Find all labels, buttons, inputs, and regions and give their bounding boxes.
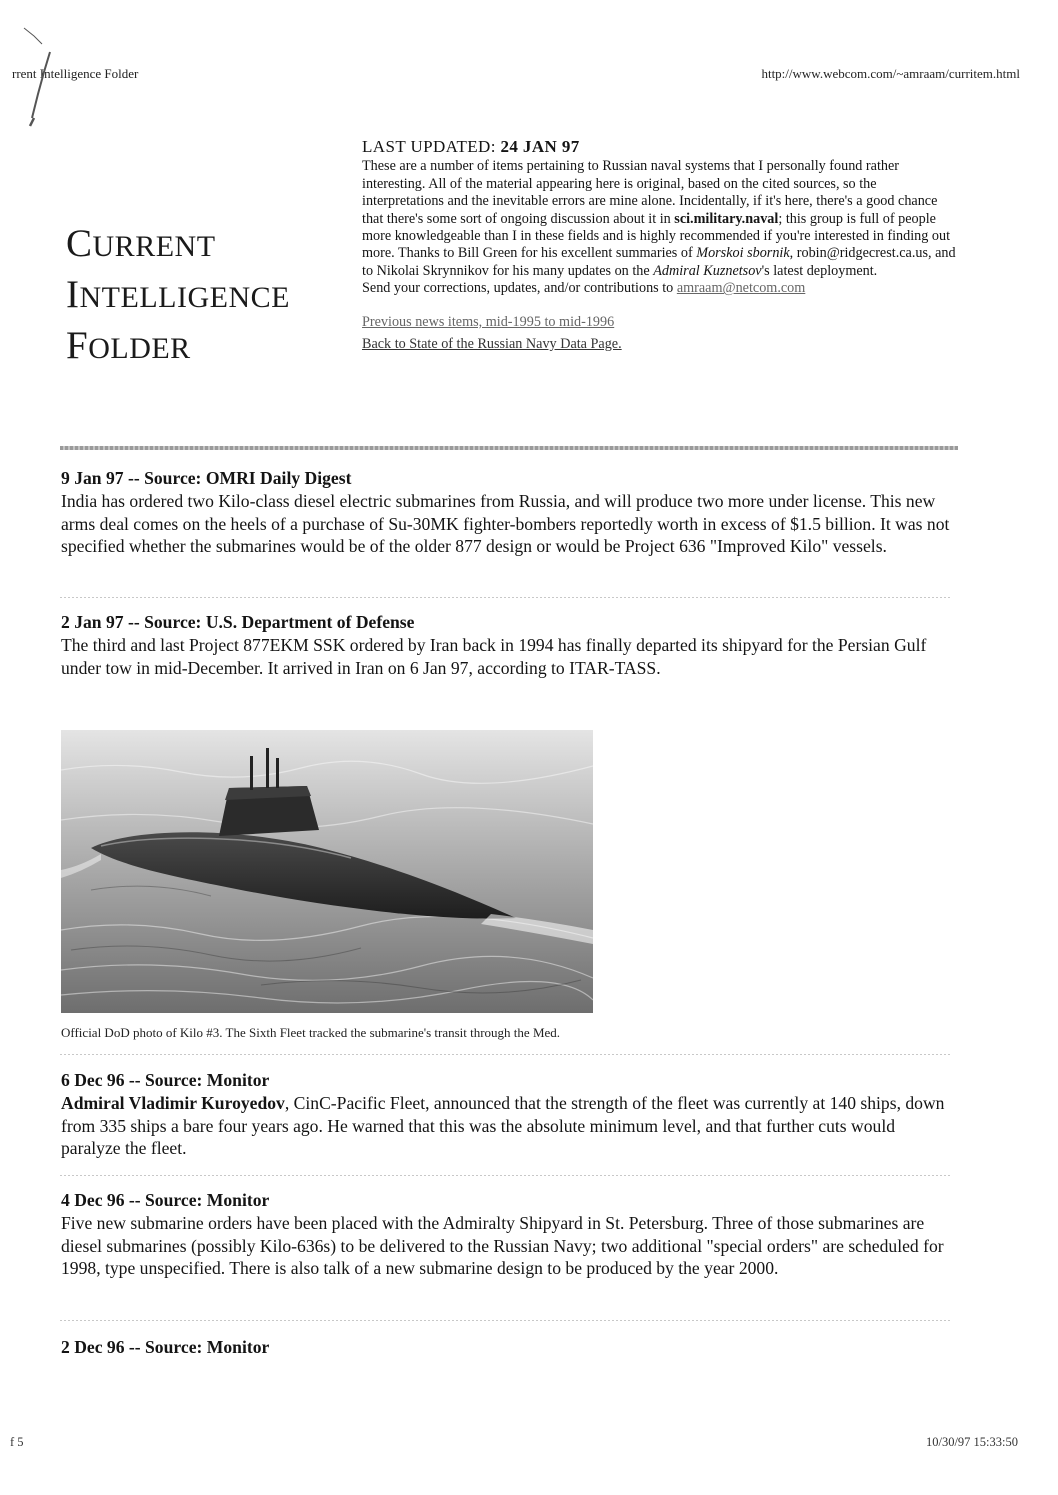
news-item [61,1189,951,1280]
news-heading: 2 Dec 96 -- Source: Monitor [61,1337,270,1357]
print-header-url: http://www.webcom.com/~amraam/curritem.html [761,66,1020,81]
title-line-1: CURRENT [66,222,216,265]
news-heading: 9 Jan 97 -- Source: OMRI Daily Digest [61,468,352,488]
page-title [66,220,346,373]
email-link[interactable]: amraam@netcom.com [676,280,806,297]
pen-mark-scribble [20,22,60,137]
previous-news-link[interactable]: Previous news items, mid-1995 to mid-1996 [362,313,615,330]
back-to-data-page-link[interactable]: Back to State of the Russian Navy Data Page. [362,335,622,352]
title-line-3: FOLDER [66,324,191,367]
news-item [61,1336,951,1359]
news-body: India has ordered two Kilo-class diesel electric submarines from Russia, and will produce two more under license. This new arms deal comes on the heels of a purchase of Su-30MK fighter-bombers reportedly worth in excess of $1.5 billion. It was not specified whether the submarines would be of the older 877 design or would be Project 636 "Improved Kilo" vessels. [61,491,950,557]
admiral-name: Admiral Vladimir Kuroyedov [61,1093,285,1114]
newsgroup-name: sci.military.naval [674,210,779,227]
news-body: Five new submarine orders have been placed with the Admiralty Shipyard in St. Petersburg. Three of those submarines are diesel submarines (possibly Kilo-636s) to be delivered to the Russian Navy; two additional "special orders" are scheduled for 1998, type unspecified. There is also talk of a new submarine design to be produced by the year 2000. [61,1213,944,1279]
news-heading: 2 Jan 97 -- Source: U.S. Department of Defense [61,612,415,632]
news-heading: 4 Dec 96 -- Source: Monitor [61,1190,270,1210]
divider [60,1320,950,1321]
news-heading: 6 Dec 96 -- Source: Monitor [61,1070,270,1090]
news-body: The third and last Project 877EKM SSK ordered by Iran back in 1994 has finally departed its shipyard for the Persian Gulf under tow in mid-December. It arrived in Iran on 6 Jan 97, according to ITAR-TASS. [61,635,927,678]
intro-section [362,138,962,355]
news-item [61,611,951,679]
heavy-divider [60,446,958,450]
print-timestamp: 10/30/97 15:33:50 [925,1435,1018,1449]
send-line: Send your corrections, updates, and/or contributions to amraam@netcom.com [362,280,806,297]
divider [60,1175,950,1176]
photo-caption: Official DoD photo of Kilo #3. The Sixth Fleet tracked the submarine's transit through the Med. [61,1025,561,1040]
title-line-2: INTELLIGENCE [66,273,290,316]
nav-links [362,311,962,355]
print-header-title: rrent Intelligence Folder [12,66,139,81]
divider [60,597,950,598]
news-body: Admiral Vladimir Kuroyedov, CinC-Pacific Fleet, announced that the strength of the fleet was currently at 140 ships, down from 335 ships a bare four years ago. He warned that this was the absolute minimum level, and that further cuts would paralyze the fleet. [61,1093,945,1159]
intro-paragraph: These are a number of items pertaining to Russian naval systems that I personally found rather interesting. All of the material appearing here is original, based on the cited sources, so the interpretations and the inevitable errors are mine alone. Incidentally, if it's here, there's a good chance that there's some sort of ongoing discussion about it in sci.military.naval; this group is full of people more knowledgeable than I in these fields and is highly recommended if you're interested in finding out more. Thanks to Bill Green for his excellent summaries of Morskoi sbornik, robin@ridgecrest.ca.us, and to Nikolai Skrynnikov for his many updates on the Admiral Kuznetsov's latest deployment. [362,158,956,279]
kilo-submarine-photo [61,730,593,1013]
news-item [61,1069,951,1160]
last-updated: LAST UPDATED: 24 JAN 97 [362,137,580,156]
news-item [61,467,951,558]
divider [60,1054,950,1055]
page-count: f 5 [10,1435,24,1449]
